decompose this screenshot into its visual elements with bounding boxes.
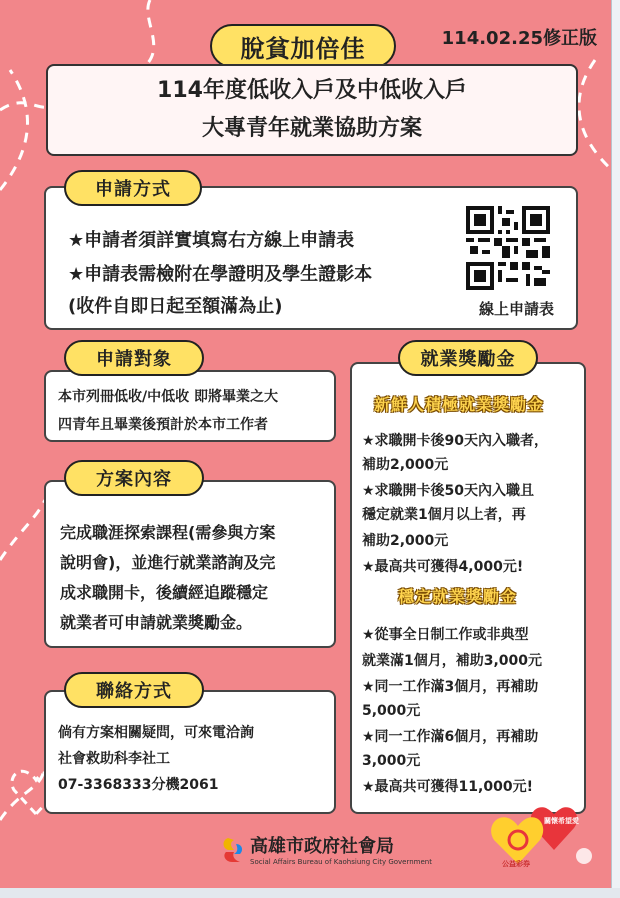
- reward-line-4: 穩定就業1個月以上者，再: [362, 507, 526, 523]
- target-heading: 申請對象: [64, 340, 204, 376]
- badge-text: 關懷希望愛: [544, 817, 579, 825]
- reward-line-10: 5,000元: [362, 703, 421, 719]
- reward-subtitle-2: 穩定就業獎勵金: [398, 587, 518, 606]
- reward-line-8: 就業滿1個月，補助3,000元: [362, 653, 543, 669]
- reward-line-5: 補助2,000元: [362, 533, 449, 549]
- contact-heading: 聯絡方式: [64, 672, 204, 708]
- qr-label: 線上申請表: [478, 300, 554, 318]
- plan-line-4: 就業者可申請就業獎勵金。: [60, 613, 253, 632]
- reward-card: [350, 362, 586, 814]
- plan-line-1: 完成職涯探索課程(需參與方案: [60, 523, 276, 542]
- apply-heading: 申請方式: [64, 170, 202, 206]
- bottom-strip: [0, 888, 620, 898]
- reward-line-11: ★同一工作滿6個月，再補助: [362, 729, 539, 745]
- qr-code-icon[interactable]: [466, 206, 550, 290]
- campaign-badge: 脫貧加倍佳: [210, 24, 396, 68]
- apply-line-3: (收件自即日起至額滿為止): [68, 296, 283, 317]
- program-title-line1: 114年度低收入戶及中低收入戶: [157, 78, 467, 103]
- program-title-line2: 大專青年就業協助方案: [201, 116, 422, 141]
- reward-line-7: ★從事全日制工作或非典型: [362, 627, 529, 643]
- plan-line-2: 說明會)，並進行就業諮詢及完: [60, 553, 276, 572]
- reward-line-13: ★最高共可獲得11,000元!: [362, 779, 533, 795]
- contact-line-1: 倘有方案相關疑問，可來電洽詢: [58, 725, 254, 741]
- lottery-heart-logo: [488, 790, 598, 870]
- reward-heading: 就業獎勵金: [398, 340, 538, 376]
- agency-logo-icon: [220, 834, 246, 864]
- target-card: [44, 370, 336, 442]
- contact-phone[interactable]: 07-3368333分機2061: [58, 777, 219, 793]
- plan-heading: 方案內容: [64, 460, 204, 496]
- apply-line-2: ★申請表需檢附在學證明及學生證影本: [68, 264, 373, 285]
- contact-line-2: 社會救助科李社工: [58, 751, 170, 767]
- apply-card: [44, 186, 578, 330]
- reward-line-1: ★求職開卡後90天內入職者，: [362, 433, 549, 449]
- reward-line-9: ★同一工作滿3個月，再補助: [362, 679, 539, 695]
- apply-line-1: ★申請者須詳實填寫右方線上申請表: [68, 230, 355, 251]
- reward-subtitle-1: 新鮮人積極就業獎勵金: [374, 395, 545, 414]
- agency-logo: [220, 832, 432, 866]
- reward-line-2: 補助2,000元: [362, 457, 449, 473]
- reward-line-3: ★求職開卡後50天內入職且: [362, 483, 535, 499]
- agency-name-en: Social Affairs Bureau of Kaohsiung City Government: [250, 858, 432, 866]
- reward-line-6: ★最高共可獲得4,000元!: [362, 559, 524, 575]
- program-title-box: [46, 64, 578, 156]
- lottery-text: 公益彩券: [502, 860, 530, 868]
- plan-line-3: 成求職開卡，後續經追蹤穩定: [60, 583, 269, 602]
- target-line-2: 四青年且畢業後預計於本市工作者: [58, 417, 268, 433]
- target-line-1: 本市列冊低收/中低收 即將畢業之大: [58, 389, 278, 405]
- reward-line-12: 3,000元: [362, 753, 421, 769]
- plan-card: [44, 480, 336, 648]
- contact-card: [44, 690, 336, 814]
- agency-name: 高雄市政府社會局: [250, 836, 394, 857]
- version-label: 114.02.25修正版: [441, 28, 597, 49]
